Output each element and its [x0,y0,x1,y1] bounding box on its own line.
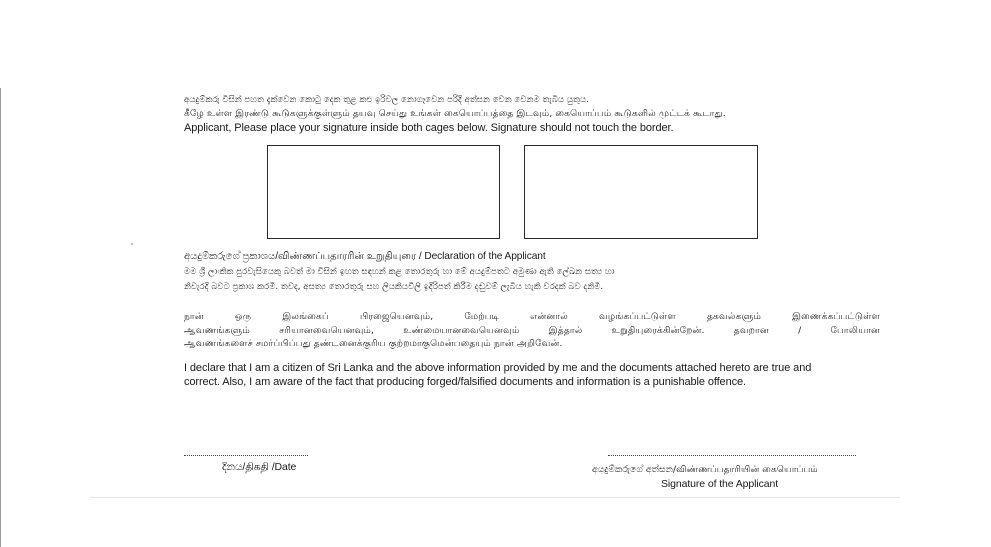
tamil-word: தகவல்களும் [706,311,762,322]
instruction-sinhala: අයදුම්කරු විසින් පහත දැක්වෙන කොටු දෙක තුළ කළු ඉරිවල නොගෑවෙන පරිදි අත්සන වෙන වෙනම තැබිය යුතුය. [184,95,589,105]
tamil-word: ஆவணங்களும் [184,325,250,336]
declaration-tamil-line-3: ஆவணங்களைச் சமர்ப்பிப்பது தண்டனைக்குரிய குற்றமாகுமென்பதையும் நான் அறிவேன். [184,338,563,349]
scan-speck [131,243,133,245]
declaration-sinhala-line-1: මම ශ්‍රී ලාංකික පුරවැසියෙකු බවත් මා විසින් ඉහත සඳහන් කළ තොරතුරු හා මේ අයදුම්පතට අමුණා ඇති ලේඛන සත්‍ය හා [184,267,615,277]
page-top-margin [0,0,991,88]
signature-label-english: Signature of the Applicant [661,478,779,490]
instruction-english: Applicant, Please place your signature inside both cages below. Signature should not touch the border. [184,122,674,134]
signature-box-right[interactable] [524,145,758,239]
tamil-word: / [798,325,802,336]
signature-line[interactable] [608,455,856,456]
tamil-word: மேற்படி [464,311,500,322]
tamil-word: தவறான [733,325,769,336]
date-line[interactable] [184,455,308,456]
page-bottom-edge [90,497,900,498]
tamil-word: உண்மையானவையெனவும் [403,325,520,336]
tamil-word: நான் [184,311,204,322]
date-label: දිනය/திகதி /Date [222,461,297,473]
tamil-word: போலியான [830,325,881,336]
tamil-word: உறுதியுரைக்கின்றேன். [611,325,705,336]
tamil-word: என்னால் [530,311,568,322]
declaration-english-line-2: correct. Also, I am aware of the fact that producing forged/falsified documents and information is a punishable offence. [184,376,746,388]
declaration-sinhala-line-2: නිවැරදි බවට ප්‍රකාශ කරමි. තවද, අසත්‍ය තොරතුරු සහ ලියකියවිලි ඉදිරිපත් කිරීම දඬුවම් ලැබිය හැකි වරදක් බව දනිමි. [184,282,604,292]
instruction-tamil: கீழே உள்ள இரண்டு கூடுகளுக்குள்ளும் தயவு செய்து உங்கள் கையொப்பத்தை இடவும், கையொப்பம் கூடுகளில் முட்டக் கூடாது. [184,108,726,119]
tamil-word: வழங்கப்பட்டுள்ள [599,311,676,322]
tamil-word: இத்தால் [548,325,583,336]
tamil-word: சரியானவையெனவும், [279,325,375,336]
tamil-word: இணைக்கப்பட்டுள்ள [792,311,880,322]
declaration-tamil-line-2 [184,326,880,337]
declaration-heading: අයදුම්කරුගේ ප්‍රකාශය/விண்ணப்பதாரரின் உறுதியுரை / Declaration of the Applicant [184,251,546,262]
tamil-word: பிரஜையெனவும், [359,311,434,322]
tamil-word: ஒரு [234,311,252,322]
signature-box-left[interactable] [267,145,500,239]
declaration-tamil-line-1 [184,312,880,323]
tamil-word: இலங்கைப் [282,311,329,322]
declaration-english-line-1: I declare that I am a citizen of Sri Lanka and the above information provided by me and the documents attached hereto are true and [184,362,812,374]
signature-label-local: අයදුම්කරුගේ අත්සන/விண்ணப்பதாரியின் கையொப்பம் [592,464,818,475]
